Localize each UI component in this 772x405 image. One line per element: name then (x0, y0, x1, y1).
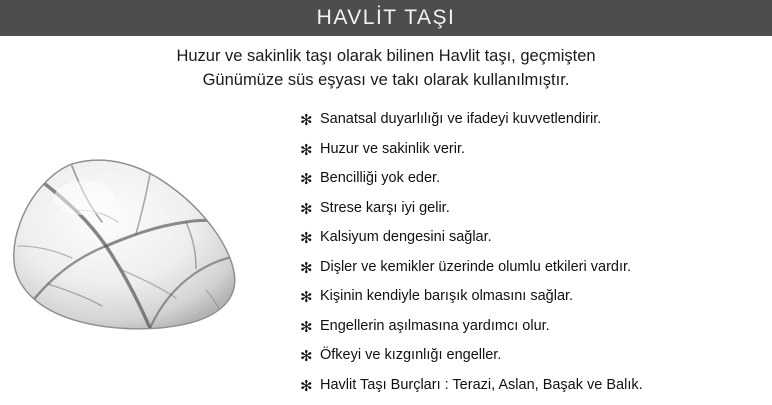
asterisk-icon: ✻ (300, 112, 313, 129)
list-item-label: Öfkeyi ve kızgınlığı engeller. (320, 347, 502, 363)
asterisk-icon: ✻ (300, 289, 313, 306)
list-item (300, 376, 760, 396)
stone-image (10, 150, 255, 340)
list-item (300, 228, 760, 248)
intro-paragraph (86, 44, 686, 92)
page-title-bar (0, 0, 772, 36)
list-item (300, 110, 760, 130)
page-title: HAVLİT TAŞI (316, 6, 456, 29)
asterisk-icon: ✻ (300, 259, 313, 277)
list-item (300, 199, 760, 219)
asterisk-icon: ✻ (300, 318, 313, 336)
list-item (300, 140, 760, 160)
list-item (300, 317, 760, 337)
list-item-label: Kalsiyum dengesini sağlar. (320, 229, 492, 245)
asterisk-icon: ✻ (300, 141, 313, 159)
list-item-label: Havlit Taşı Burçları : Terazi, Aslan, Başak ve Balık. (320, 376, 643, 393)
list-item-label: Dişler ve kemikler üzerinde olumlu etkileri vardır. (320, 258, 632, 275)
list-item-label: Huzur ve sakinlik verir. (320, 140, 466, 157)
list-item (300, 169, 760, 189)
asterisk-icon: ✻ (300, 377, 313, 395)
howlite-stone-icon (10, 150, 255, 340)
benefits-list (300, 110, 760, 405)
asterisk-icon: ✻ (300, 230, 313, 247)
list-item (300, 346, 760, 366)
list-item-label: Sanatsal duyarlılığı ve ifadeyi kuvvetlendirir. (320, 111, 602, 127)
asterisk-icon: ✻ (300, 200, 313, 218)
list-item-label: Strese karşı iyi gelir. (320, 199, 450, 216)
list-item-label: Bencilliği yok eder. (320, 170, 441, 186)
intro-line-2: Günümüze süs eşyası ve takı olarak kullanılmıştır. (202, 71, 570, 89)
intro-line-1: Huzur ve sakinlik taşı olarak bilinen Havlit taşı, geçmişten (176, 47, 596, 65)
asterisk-icon: ✻ (300, 171, 313, 188)
asterisk-icon: ✻ (300, 348, 313, 365)
list-item (300, 258, 760, 278)
list-item (300, 287, 760, 307)
list-item-label: Kişinin kendiyle barışık olmasını sağlar. (320, 288, 574, 304)
list-item-label: Engellerin aşılmasına yardımcı olur. (320, 317, 550, 334)
